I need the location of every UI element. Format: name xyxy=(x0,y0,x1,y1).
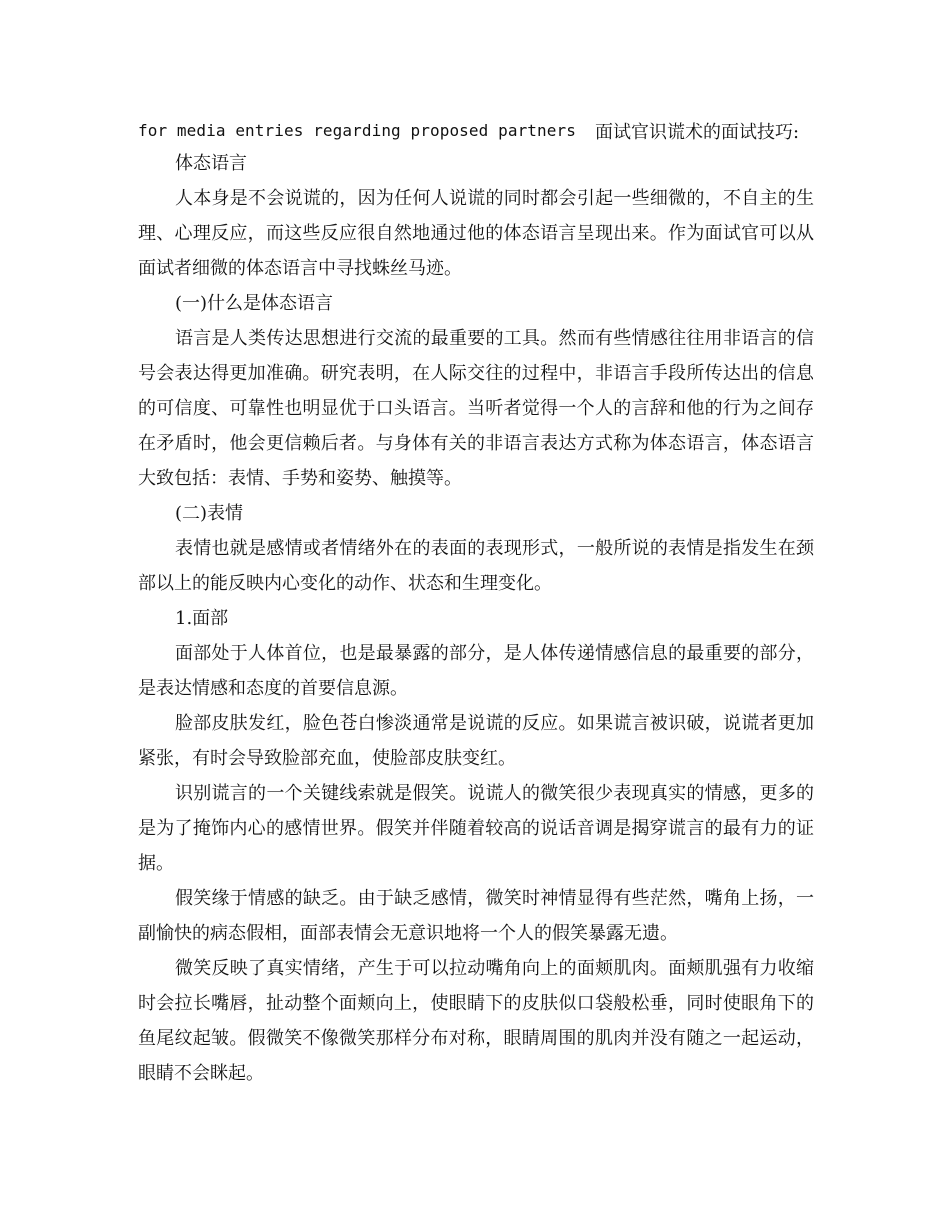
paragraph: 假笑缘于情感的缺乏。由于缺乏感情，微笑时神情显得有些茫然，嘴角上扬，一副愉快的病态假相，面部表情会无意识地将一个人的假笑暴露无遗。 xyxy=(138,888,814,944)
section-heading: 体态语言 xyxy=(175,153,247,174)
paragraph: 脸部皮肤发红，脸色苍白惨淡通常是说谎的反应。如果谎言被识破，说谎者更加紧张，有时会导致脸部充血，使脸部皮肤变红。 xyxy=(138,713,814,769)
header-english-text: for media entries regarding proposed partners xyxy=(138,121,576,140)
document-title: 面试官识谎术的面试技巧: xyxy=(595,122,800,143)
section-heading: (一)什么是体态语言 xyxy=(175,293,334,314)
document-page xyxy=(138,118,814,1091)
paragraph: 人本身是不会说谎的，因为任何人说谎的同时都会引起一些细微的，不自主的生理、心理反应，而这些反应很自然地通过他的体态语言呈现出来。作为面试官可以从面试者细微的体态语言中寻找蛛丝马迹。 xyxy=(138,188,814,279)
section-heading: 1.面部 xyxy=(175,608,229,629)
paragraph: 识别谎言的一个关键线索就是假笑。说谎人的微笑很少表现真实的情感，更多的是为了掩饰内心的感情世界。假笑并伴随着较高的说话音调是揭穿谎言的最有力的证据。 xyxy=(138,783,814,874)
section-heading: (二)表情 xyxy=(175,503,244,524)
paragraph: 语言是人类传达思想进行交流的最重要的工具。然而有些情感往往用非语言的信号会表达得更加准确。研究表明，在人际交往的过程中，非语言手段所传达出的信息的可信度、可靠性也明显优于口头语言。当听者觉得一个人的言辞和他的行为之间存在矛盾时，他会更信赖后者。与身体有关的非语言表达方式称为体态语言，体态语言大致包括：表情、手势和姿势、触摸等。 xyxy=(138,328,814,489)
header-line xyxy=(138,118,814,146)
paragraph: 表情也就是感情或者情绪外在的表面的表现形式，一般所说的表情是指发生在颈部以上的能反映内心变化的动作、状态和生理变化。 xyxy=(138,538,814,594)
paragraph: 微笑反映了真实情绪，产生于可以拉动嘴角向上的面颊肌肉。面颊肌强有力收缩时会拉长嘴唇，扯动整个面颊向上，使眼睛下的皮肤似口袋般松垂，同时使眼角下的鱼尾纹起皱。假微笑不像微笑那样分布对称，眼睛周围的肌肉并没有随之一起运动，眼睛不会眯起。 xyxy=(138,958,814,1084)
paragraph: 面部处于人体首位，也是最暴露的部分，是人体传递情感信息的最重要的部分，是表达情感和态度的首要信息源。 xyxy=(138,643,814,699)
